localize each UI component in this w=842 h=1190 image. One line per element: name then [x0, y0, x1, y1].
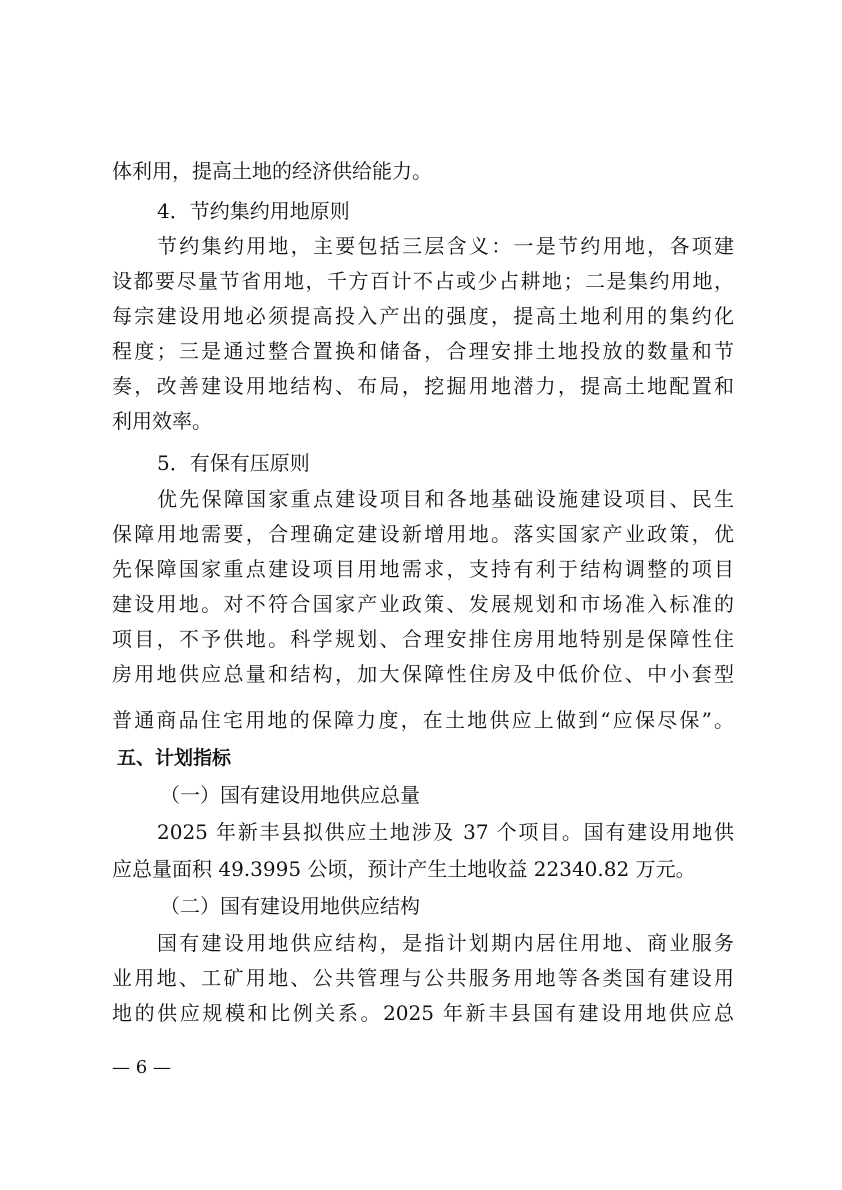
subheading-4: 4．节约集约用地原则: [157, 199, 350, 223]
subsection-heading-2: （二）国有建设用地供应结构: [160, 894, 420, 918]
paragraph-line: 每宗建设用地必须提高投入产出的强度，提高土地利用的集约化: [112, 304, 734, 328]
paragraph-line: 节约集约用地，主要包括三层含义：一是节约用地，各项建: [157, 234, 734, 258]
paragraph-line: 奏，改善建设用地结构、布局，挖掘用地潜力，提高土地配置和: [112, 374, 734, 398]
paragraph-line: 程度；三是通过整合置换和储备，合理安排土地投放的数量和节: [112, 339, 734, 363]
paragraph-line: 2025 年新丰县拟供应土地涉及 37 个项目。国有建设用地供: [157, 820, 734, 844]
paragraph-line: 保障用地需要，合理确定建设新增用地。落实国家产业政策，优: [112, 522, 734, 546]
paragraph-line: 体利用，提高土地的经济供给能力。: [112, 159, 432, 183]
subsection-heading-1: （一）国有建设用地供应总量: [160, 783, 420, 807]
subheading-5: 5．有保有压原则: [157, 451, 310, 475]
paragraph-line: 优先保障国家重点建设项目和各地基础设施建设项目、民生: [157, 487, 734, 511]
paragraph-line: 设都要尽量节省用地，千方百计不占或少占耕地；二是集约用地，: [112, 269, 734, 293]
page-number: — 6 —: [112, 1057, 171, 1078]
paragraph-line: 项目，不予供地。科学规划、合理安排住房用地特别是保障性住: [112, 627, 734, 651]
paragraph-line: 业用地、工矿用地、公共管理与公共服务用地等各类国有建设用: [112, 966, 734, 990]
section-heading: 五、计划指标: [117, 747, 232, 769]
paragraph-line: 房用地供应总量和结构，加大保障性住房及中低价位、中小套型: [112, 662, 734, 686]
paragraph-line: 应总量面积 49.3995 公顷，预计产生土地收益 22340.82 万元。: [112, 857, 696, 881]
paragraph-line: 国有建设用地供应结构，是指计划期内居住用地、商业服务: [157, 931, 734, 955]
paragraph-line: 先保障国家重点建设项目用地需求，支持有利于结构调整的项目: [112, 557, 734, 581]
paragraph-line: 地的供应规模和比例关系。2025 年新丰县国有建设用地供应总: [112, 1001, 734, 1025]
paragraph-line: 利用效率。: [112, 409, 212, 433]
paragraph-line: 建设用地。对不符合国家产业政策、发展规划和市场准入标准的: [112, 592, 734, 616]
paragraph-line: 普通商品住宅用地的保障力度，在土地供应上做到“应保尽保”。: [112, 708, 734, 732]
